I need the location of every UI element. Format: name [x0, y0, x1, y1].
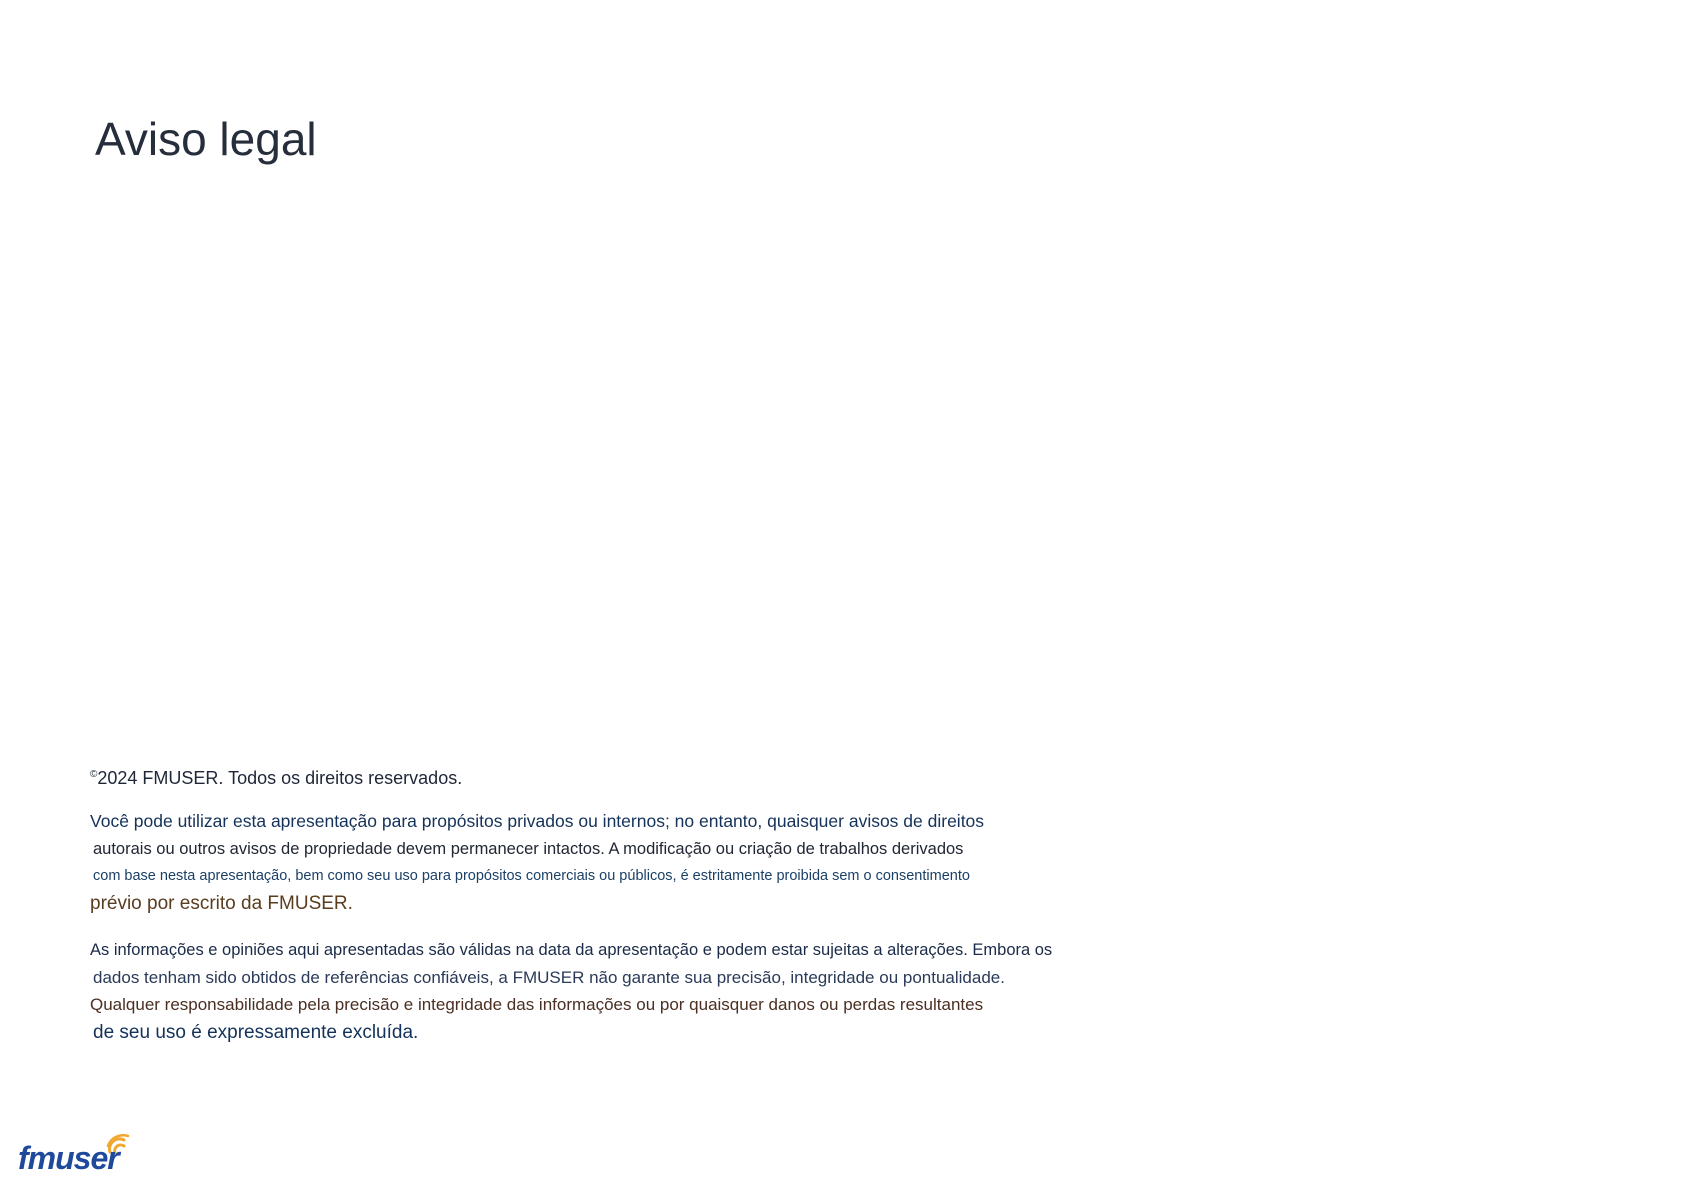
- disclaimer-line: Qualquer responsabilidade pela precisão e integridade das informações ou por quaisquer danos ou perdas resultantes: [90, 995, 984, 1014]
- usage-line: prévio por escrito da FMUSER.: [90, 893, 353, 914]
- legal-notice: [90, 768, 1090, 1047]
- logo-wordmark: fmuser: [18, 1140, 119, 1176]
- usage-line: autorais ou outros avisos de propriedade devem permanecer intactos. A modificação ou criação de trabalhos derivados: [93, 840, 964, 858]
- disclaimer-line: dados tenham sido obtidos de referências confiáveis, a FMUSER não garante sua precisão, integridade ou pontualidade.: [93, 968, 1005, 987]
- fmuser-logo: [18, 1134, 140, 1174]
- usage-line: Você pode utilizar esta apresentação para propósitos privados ou internos; no entanto, quaisquer avisos de direitos: [90, 811, 985, 831]
- disclaimer-paragraph: [90, 937, 1090, 1047]
- copyright-symbol: ©: [90, 769, 98, 780]
- copyright-line: [90, 768, 1090, 789]
- disclaimer-line: As informações e opiniões aqui apresentadas são válidas na data da apresentação e podem estar sujeitas a alterações. Embora os: [90, 941, 1053, 959]
- usage-paragraph: [90, 807, 1090, 919]
- copyright-text: 2024 FMUSER. Todos os direitos reservados.: [97, 768, 463, 788]
- disclaimer-line: de seu uso é expressamente excluída.: [93, 1022, 419, 1043]
- usage-line: com base nesta apresentação, bem como seu uso para propósitos comerciais ou públicos, é estritamente proibida sem o consentimento: [93, 868, 970, 884]
- page-title: Aviso legal: [95, 113, 317, 165]
